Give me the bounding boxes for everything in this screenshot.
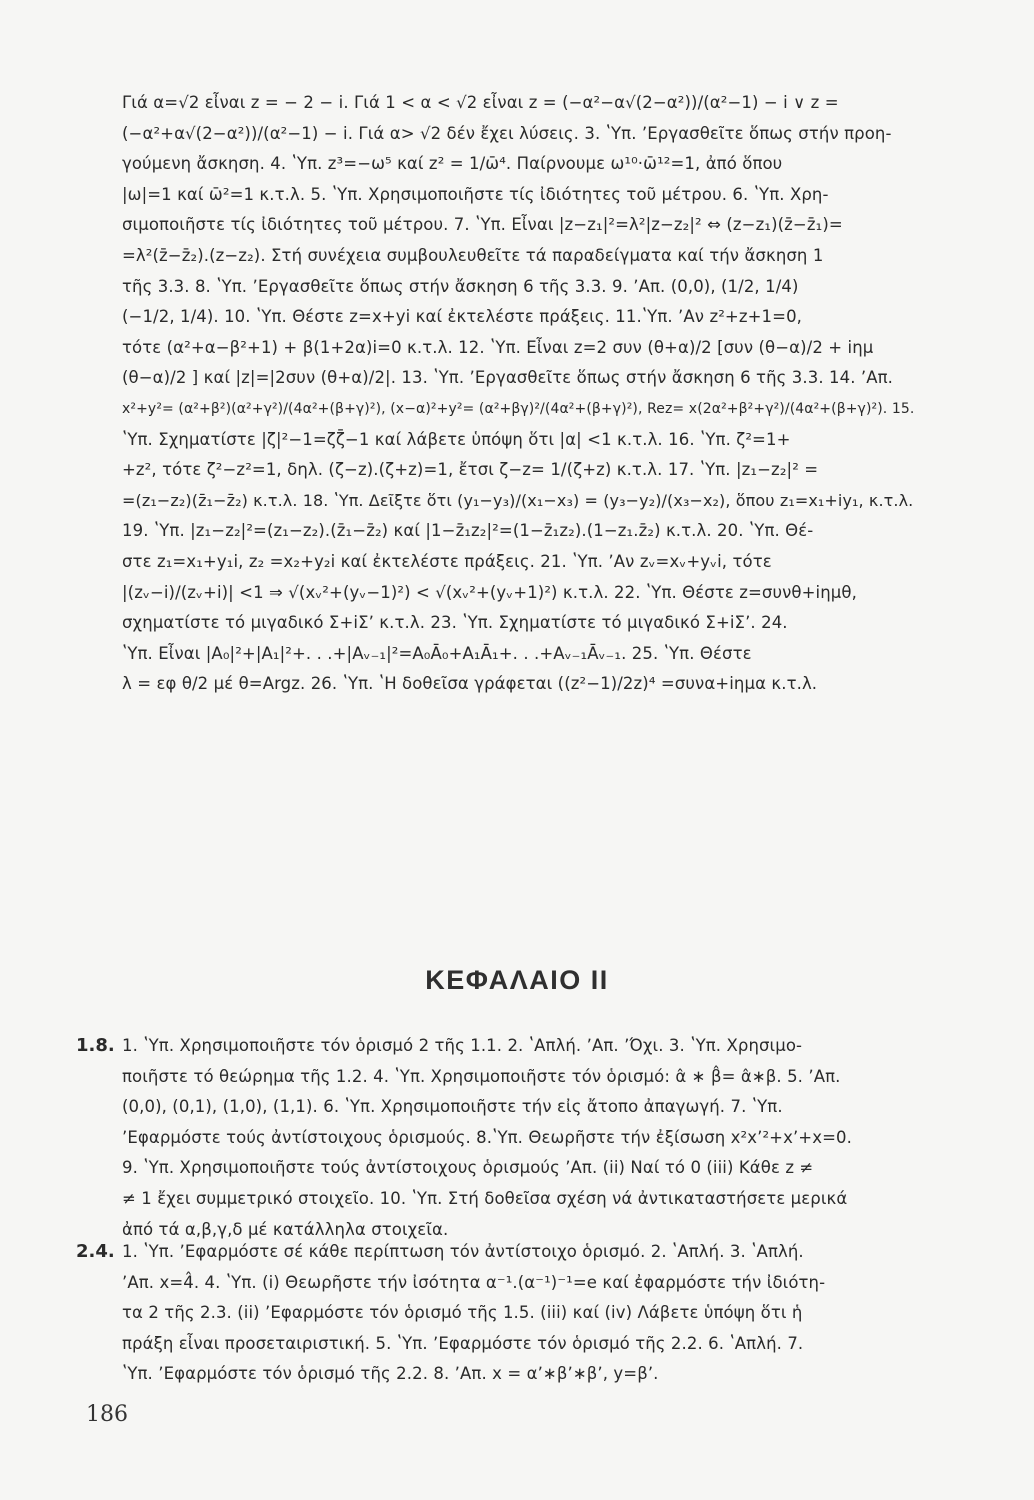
text-line: ἀπό τά α,β,γ,δ μέ κατάλληλα στοιχεῖα. xyxy=(122,1219,449,1239)
text-line: πράξη εἶναι προσεταιριστική. 5. ʽΥπ. ʼΕφαρμόστε τόν ὁρισμό τῆς 2.2. 6. ʽΑπλή. 7. xyxy=(122,1333,804,1353)
text-line: ποιῆστε τό θεώρημα τῆς 1.2. 4. ʽΥπ. Χρησιμοποιῆστε τόν ὁρισμό: α̂ ∗ β̂= α̂∗β. 5. ʼΑπ. xyxy=(122,1066,841,1086)
text-line: Γιά α=√2 εἶναι z = − 2 − i. Γιά 1 < α < √2 εἶναι z = (−α²−α√(2−α²))/(α²−1) − i ∨ z = xyxy=(122,93,839,112)
answers-block-chapter-1 xyxy=(122,88,922,700)
text-line: ʽΥπ. Εἶναι |A₀|²+|A₁|²+. . .+|Aᵥ₋₁|²=A₀Ā₀+A₁Ā₁+. . .+Aᵥ₋₁Āᵥ₋₁. 25. ʽΥπ. Θέστε xyxy=(122,643,752,663)
text-line: ʽΥπ. Σχηματίστε |ζ|²−1=ζζ̄−1 καί λάβετε ὑπόψη ὅτι |α| <1 κ.τ.λ. 16. ʽΥπ. ζ²=1+ xyxy=(122,429,791,449)
text-line: τῆς 3.3. 8. ʽΥπ. ʼΕργασθεῖτε ὅπως στήν ἄσκηση 6 τῆς 3.3. 9. ʼΑπ. (0,0), (1/2, 1/4) xyxy=(122,276,799,296)
text-line: (θ−α)/2 ] καί |z|=|2συν (θ+α)/2|. 13. ʽΥπ. ʼΕργασθεῖτε ὅπως στήν ἄσκηση 6 τῆς 3.3. 14. ʼΑπ. xyxy=(122,368,894,388)
section-1-8 xyxy=(76,1031,932,1245)
text-line: λ = εφ θ/2 μέ θ=Argz. 26. ʽΥπ. ʽΗ δοθεῖσα γράφεται ((z²−1)/2z)⁴ =συνα+iημα κ.τ.λ. xyxy=(122,674,818,694)
text-line: στε z₁=x₁+y₁i, z₂ =x₂+y₂i καί ἐκτελέστε πράξεις. 21. ʽΥπ. ʼΑν zᵥ=xᵥ+yᵥi, τότε xyxy=(122,551,772,571)
text-line: =λ²(z̄−z̄₂).(z−z₂). Στή συνέχεια συμβουλευθεῖτε τά παραδείγματα καί τήν ἄσκηση 1 xyxy=(122,245,824,265)
text-line: x²+y²= (α²+β²)(α²+γ²)/(4α²+(β+γ)²), (x−α)²+y²= (α²+βγ)²/(4α²+(β+γ)²), Rez= x(2α²+β²+γ²)/(4α²+(β+γ)²). 15. xyxy=(122,400,915,417)
text-line: 1. ʽΥπ. Χρησιμοποιῆστε τόν ὁρισμό 2 τῆς 1.1. 2. ʽΑπλή. ʼΑπ. ʼΌχι. 3. ʽΥπ. Χρησιμο- xyxy=(122,1036,803,1055)
section-2-4 xyxy=(76,1237,932,1390)
text-line: ʼΕφαρμόστε τούς ἀντίστοιχους ὁρισμούς. 8.ʽΥπ. Θεωρῆστε τήν ἐξίσωση x²xʼ²+xʼ+x=0. xyxy=(122,1127,852,1147)
text-line: =(z₁−z₂)(z̄₁−z̄₂) κ.τ.λ. 18. ʽΥπ. Δεῖξτε ὅτι (y₁−y₃)/(x₁−x₃) = (y₃−y₂)/(x₃−x₂), ὅπου z₁=x₁+iy₁, κ.τ.λ. xyxy=(122,490,914,510)
text-line: 9. ʽΥπ. Χρησιμοποιῆστε τούς ἀντίστοιχους ὁρισμούς ʼΑπ. (ii) Ναί τό 0 (iii) Κάθε z ≠ xyxy=(122,1158,814,1178)
text-line: τα 2 τῆς 2.3. (ii) ʼΕφαρμόστε τόν ὁρισμό τῆς 1.5. (iii) καί (iv) Λάβετε ὑπόψη ὅτι ἡ xyxy=(122,1303,803,1323)
text-line: ≠ 1 ἔχει συμμετρικό στοιχεῖο. 10. ʽΥπ. Στή δοθεῖσα σχέση νά ἀντικαταστήσετε μερικά xyxy=(122,1188,848,1208)
text-line: |ω|=1 καί ω̄²=1 κ.τ.λ. 5. ʽΥπ. Χρησιμοποιῆστε τίς ἰδιότητες τοῦ μέτρου. 6. ʽΥπ. Χρη- xyxy=(122,184,829,204)
text-line: σχηματίστε τό μιγαδικό Σ+iΣʼ κ.τ.λ. 23. ʽΥπ. Σχηματίστε τό μιγαδικό Σ+iΣʼ. 24. xyxy=(122,613,788,633)
text-line: +z², τότε ζ²−z²=1, δηλ. (ζ−z).(ζ+z)=1, ἔτσι ζ−z= 1/(ζ+z) κ.τ.λ. 17. ʽΥπ. |z₁−z₂|² = xyxy=(122,460,819,480)
text-line: ʽΥπ. ʼΕφαρμόστε τόν ὁρισμό τῆς 2.2. 8. ʼΑπ. x = αʼ∗βʼ∗βʼ, y=βʼ. xyxy=(122,1364,659,1384)
text-line: 19. ʽΥπ. |z₁−z₂|²=(z₁−z₂).(z̄₁−z̄₂) καί |1−z̄₁z₂|²=(1−z̄₁z₂).(1−z₁.z̄₂) κ.τ.λ. 20. ʽΥπ. Θέ- xyxy=(122,521,814,541)
text-line: |(zᵥ−i)/(zᵥ+i)| <1 ⇒ √(xᵥ²+(yᵥ−1)²) < √(xᵥ²+(yᵥ+1)²) κ.τ.λ. 22. ʽΥπ. Θέστε z=συνθ+iημθ, xyxy=(122,582,857,602)
text-line: ʼΑπ. x=4̂. 4. ʽΥπ. (i) Θεωρῆστε τήν ἰσότητα α⁻¹.(α⁻¹)⁻¹=e καί ἐφαρμόστε τήν ἰδιότη- xyxy=(122,1272,826,1292)
text-line: τότε (α²+α−β²+1) + β(1+2α)i=0 κ.τ.λ. 12. ʽΥπ. Εἶναι z=2 συν (θ+α)/2 [συν (θ−α)/2 + iημ xyxy=(122,337,874,357)
text-line: 1. ʽΥπ. ʼΕφαρμόστε σέ κάθε περίπτωση τόν ἀντίστοιχο ὁρισμό. 2. ʽΑπλή. 3. ʽΑπλή. xyxy=(122,1242,804,1261)
text-line: (−α²+α√(2−α²))/(α²−1) − i. Γιά α> √2 δέν ἔχει λύσεις. 3. ʽΥπ. ʼΕργασθεῖτε ὅπως στήν προη- xyxy=(122,123,892,143)
page-number: 186 xyxy=(86,1402,128,1427)
section-number: 2.4. xyxy=(76,1241,115,1262)
text-line: (0,0), (0,1), (1,0), (1,1). 6. ʽΥπ. Χρησιμοποιῆστε τήν εἰς ἄτοπο ἀπαγωγή. 7. ʽΥπ. xyxy=(122,1097,783,1117)
section-number: 1.8. xyxy=(76,1035,115,1056)
text-line: γούμενη ἄσκηση. 4. ʽΥπ. z³=−ω⁵ καί z² = 1/ω̄⁴. Παίρνουμε ω¹⁰·ω̄¹²=1, ἀπό ὅπου xyxy=(122,154,783,174)
text-line: σιμοποιῆστε τίς ἰδιότητες τοῦ μέτρου. 7. ʽΥπ. Εἶναι |z−z₁|²=λ²|z−z₂|² ⇔ (z−z₁)(z̄−z̄₁)= xyxy=(122,215,843,235)
chapter-heading: ΚΕΦΑΛΑΙΟ ΙΙ xyxy=(425,965,609,995)
text-line: (−1/2, 1/4). 10. ʽΥπ. Θέστε z=x+yi καί ἐκτελέστε πράξεις. 11.ʽΥπ. ʼΑν z²+z+1=0, xyxy=(122,307,803,327)
